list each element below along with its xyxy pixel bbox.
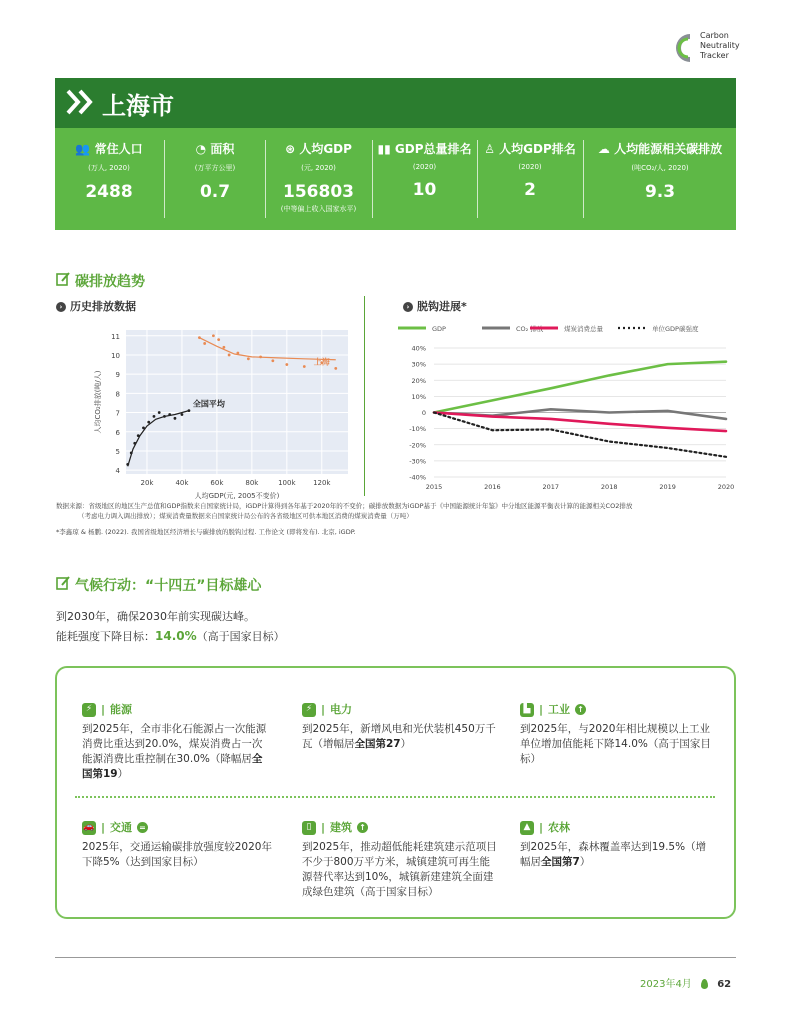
data-point <box>168 413 171 416</box>
x-tick-label: 2015 <box>425 483 443 490</box>
x-tick-label: 2017 <box>542 483 560 490</box>
series-line <box>434 362 726 413</box>
target-forestry: ▲ | 农林 到2025年，森林覆盖率达到19.5%（增幅居全国第7） <box>520 821 707 868</box>
car-icon: 🚗 <box>82 821 96 835</box>
legend-label: 单位GDP碳强度 <box>652 325 699 333</box>
x-tick-label: 20k <box>140 479 154 487</box>
data-point <box>174 417 177 420</box>
series-line <box>434 409 726 419</box>
data-point <box>271 359 274 362</box>
stat-area: ◔ 面积 (万平方公里) 0.7 <box>194 142 236 202</box>
y-tick-label: 20% <box>411 376 426 385</box>
factory-icon: ▙ <box>520 703 534 717</box>
population-icon: 👥 <box>75 142 91 156</box>
y-axis-label: 人均CO₂排放(吨/人) <box>94 370 102 434</box>
data-point <box>303 365 306 368</box>
data-point <box>181 413 184 416</box>
edit-icon <box>56 576 70 590</box>
legend-label: 煤炭消费总量 <box>564 325 603 333</box>
legend-item <box>398 325 446 333</box>
data-point <box>334 367 337 370</box>
data-point <box>142 427 145 430</box>
history-emission-chart <box>56 318 356 518</box>
x-tick-label: 40k <box>175 479 189 487</box>
y-tick-label: 6 <box>115 428 120 437</box>
data-point <box>217 338 220 341</box>
subsection-decoupling: › 脱钩进展* <box>403 298 467 314</box>
y-tick-label: -20% <box>409 441 426 450</box>
chevron-right-icon: › <box>56 302 66 312</box>
x-tick-label: 80k <box>245 479 259 487</box>
arrow-up-icon: ↑ <box>575 704 586 715</box>
y-tick-label: -30% <box>409 457 426 466</box>
target-energy: ⚡ | 能源 到2025年，全市非化石能源占一次能源消费比重达到20.0%，煤炭消费占一次能源消费比重控制在30.0%（降幅居全国第19） <box>82 703 267 780</box>
y-tick-label: 10% <box>411 392 426 401</box>
plot-background <box>126 330 348 474</box>
data-point <box>158 411 161 414</box>
x-tick-label: 2020 <box>717 483 735 490</box>
x-axis-label: 人均GDP(元, 2005不变价) <box>194 492 280 500</box>
stats-panel <box>55 128 736 230</box>
data-point <box>137 434 140 437</box>
stat-gdp-rank: ▮▮ GDP总量排名 (2020) 10 <box>377 142 472 200</box>
tree-icon: ▲ <box>520 821 534 835</box>
legend-item <box>618 324 699 333</box>
y-tick-label: 8 <box>115 390 120 399</box>
yuan-icon: ⊛ <box>285 142 296 156</box>
y-tick-label: 30% <box>411 360 426 369</box>
logo-text: Carbon Neutrality Tracker <box>700 31 740 60</box>
target-industry: ▙ | 工业 ↑ 到2025年，与2020年相比规模以上工业单位增加值能耗下降14.0%（高于国家目标） <box>520 703 711 765</box>
data-point <box>228 354 231 357</box>
energy-icon: ⚡ <box>82 703 96 717</box>
leaf-icon <box>701 979 708 989</box>
subsection-history: › 历史排放数据 <box>56 298 136 314</box>
footer-divider <box>55 957 736 958</box>
data-point <box>247 357 250 360</box>
section-title-action: 气候行动：“十四五”目标雄心 <box>75 578 262 594</box>
stat-population: 👥 常住人口 (万人, 2020) 2488 <box>75 142 143 202</box>
y-tick-label: 10 <box>111 351 120 360</box>
people-rank-icon: ♙ <box>484 142 495 156</box>
equal-icon: = <box>137 822 148 833</box>
footer: 2023年4月 62 <box>640 979 732 990</box>
co2-cloud-icon: ☁ <box>597 142 610 156</box>
data-point <box>203 342 206 345</box>
energy-intensity-target: 能耗强度下降目标：14.0%（高于国家目标） <box>56 629 285 643</box>
series-label: 全国平均 <box>192 399 225 409</box>
power-tower-icon: ⚡ <box>302 703 316 717</box>
series-line <box>434 413 726 457</box>
data-point <box>130 451 133 454</box>
data-point <box>188 409 191 412</box>
page-title: 上海市 <box>102 92 174 120</box>
target-transport: 🚗 | 交通 = 2025年，交通运输碳排放强度较2020年下降5%（达到国家目标） <box>82 821 272 868</box>
x-tick-label: 100k <box>278 479 296 487</box>
edit-icon <box>56 272 70 286</box>
pie-icon: ◔ <box>195 142 207 156</box>
y-tick-label: 40% <box>411 344 426 353</box>
x-tick-label: 120k <box>313 479 331 487</box>
bar-chart-icon: ▮▮ <box>377 142 391 156</box>
data-point <box>285 363 288 366</box>
stat-gdp-per-capita: ⊛ 人均GDP (元, 2020) 156803 (中等偏上收入国家水平) <box>280 142 357 213</box>
y-tick-label: 9 <box>115 371 120 380</box>
arrow-up-icon: ↑ <box>357 822 368 833</box>
building-icon: ▯ <box>302 821 316 835</box>
data-point <box>147 421 150 424</box>
decoupling-chart <box>398 318 738 490</box>
data-source-note: 数据来源：省级地区的地区生产总值和GDP指数来自国家统计局，iGDP计算得到各年基于2020年的不变价；碳排放数据为iGDP基于《中国能源统计年鉴》中分地区能源平衡表计算的能源相关CO2排放 （考虑电力调入调出排放）；煤炭消费量数据来自国家统计局公布的各省级地区可供本地区消费的煤炭消费量（万吨） *李鑫琼 & 杨鹏. (2022). 我国省级地区经济增长与碳排放的脱钩过程. 工作论文 (即将发布). 北京, iGDP. <box>56 502 633 536</box>
column-divider <box>364 296 365 496</box>
y-tick-label: 0 <box>421 409 426 417</box>
y-tick-label: -10% <box>409 425 426 434</box>
y-tick-label: 5 <box>115 447 120 456</box>
data-point <box>236 352 239 355</box>
series-label: 上海 <box>313 357 330 367</box>
legend-label: CO₂ 排放 <box>516 325 544 333</box>
double-chevron-icon <box>65 89 95 115</box>
legend-label: GDP <box>432 325 446 333</box>
data-point <box>153 415 156 418</box>
target-buildings: ▯ | 建筑 ↑ 到2025年，推动超低能耗建筑建示范项目不少于800万平方米，城镇建筑可再生能源替代率达到10%，城镇新建建筑全面建成绿色建筑（高于国家目标） <box>302 821 497 898</box>
chevron-right-icon: › <box>403 302 413 312</box>
y-tick-label: 4 <box>115 467 120 476</box>
data-point <box>212 334 215 337</box>
data-point <box>133 442 136 445</box>
section-title-trend: 碳排放趋势 <box>75 274 145 290</box>
target-power: ⚡ | 电力 到2025年，新增风电和光伏装机450万千瓦（增幅居全国第27） <box>302 703 496 750</box>
x-tick-label: 2019 <box>659 483 676 490</box>
x-tick-label: 2018 <box>600 483 618 490</box>
x-tick-label: 60k <box>210 479 224 487</box>
data-point <box>198 336 201 339</box>
dotted-divider <box>75 796 715 798</box>
y-tick-label: -40% <box>409 473 426 482</box>
y-tick-label: 7 <box>115 409 120 418</box>
stat-co2-per-capita: ☁ 人均能源相关碳排放 (吨CO₂/人, 2020) 9.3 <box>597 142 723 202</box>
data-point <box>259 355 262 358</box>
stat-gdp-per-capita-rank: ♙ 人均GDP排名 (2020) 2 <box>484 142 576 200</box>
data-point <box>126 463 129 466</box>
y-tick-label: 11 <box>111 332 120 341</box>
data-point <box>222 346 225 349</box>
data-point <box>163 415 166 418</box>
peak-target-text: 到2030年，确保2030年前实现碳达峰。 <box>56 610 255 623</box>
x-tick-label: 2016 <box>484 483 501 490</box>
